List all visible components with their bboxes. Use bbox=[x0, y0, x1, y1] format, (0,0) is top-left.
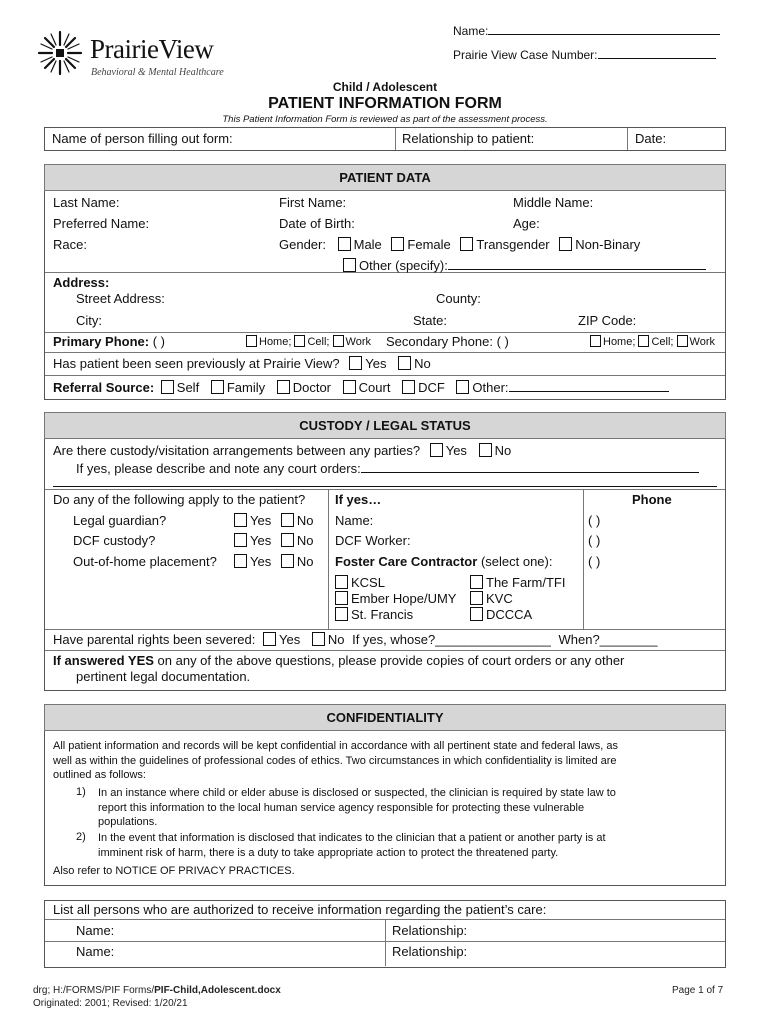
case-number-line[interactable] bbox=[598, 46, 716, 59]
secondary-phone-group bbox=[386, 334, 509, 349]
footer-path bbox=[33, 985, 281, 996]
female-option: Female bbox=[407, 237, 451, 252]
arrangements-group bbox=[53, 443, 511, 458]
footer-path-prefix: drg; H:/FORMS/PIF Forms/ bbox=[33, 985, 155, 996]
county-label[interactable]: County: bbox=[436, 291, 481, 306]
describe-orders-group bbox=[76, 460, 699, 476]
privacy-practices-note: Also refer to NOTICE OF PRIVACY PRACTICES. bbox=[53, 865, 295, 877]
legal-guardian-no-checkbox[interactable] bbox=[281, 513, 294, 527]
non-binary-checkbox[interactable] bbox=[559, 237, 572, 251]
other-specify-label: Other (specify): bbox=[359, 258, 448, 273]
race-label[interactable]: Race: bbox=[53, 237, 87, 252]
item-1-line-2: report this information to the local human service agency responsible for protecting these vulnerable bbox=[98, 801, 585, 814]
rights-severed-group bbox=[53, 632, 658, 647]
item-2-text bbox=[98, 831, 606, 860]
female-checkbox[interactable] bbox=[391, 237, 404, 251]
referral-family-checkbox[interactable] bbox=[211, 380, 224, 394]
dcf-custody-options bbox=[234, 533, 313, 548]
the-farm-checkbox[interactable] bbox=[470, 575, 483, 589]
ember-hope-checkbox[interactable] bbox=[335, 591, 348, 605]
primary-phone-area[interactable]: ( ) bbox=[152, 334, 165, 349]
contractor-kcsl bbox=[335, 575, 385, 590]
dccca-label: DCCCA bbox=[486, 607, 533, 622]
referral-source-group bbox=[53, 379, 669, 395]
confidentiality-line-3: outlined as follows: bbox=[53, 769, 146, 781]
name-line[interactable] bbox=[488, 22, 720, 35]
referral-self-label: Self bbox=[176, 380, 200, 395]
the-farm-label: The Farm/TFI bbox=[486, 575, 566, 590]
last-name-label[interactable]: Last Name: bbox=[53, 195, 120, 210]
foster-contractor-label: Foster Care Contractor bbox=[335, 554, 478, 569]
dcf-custody-label: DCF custody? bbox=[73, 533, 156, 548]
secondary-work-label: Work bbox=[689, 336, 716, 348]
form-note: This Patient Information Form is reviewed as part of the assessment process. bbox=[222, 114, 548, 125]
referral-dcf-label: DCF bbox=[418, 380, 445, 395]
referral-other-line[interactable] bbox=[509, 379, 669, 392]
referral-court-label: Court bbox=[358, 380, 391, 395]
describe-orders-line[interactable] bbox=[361, 460, 699, 473]
primary-phone-types bbox=[246, 335, 371, 348]
non-binary-option: Non-Binary bbox=[575, 237, 641, 252]
kvc-label: KVC bbox=[486, 591, 513, 606]
out-of-home-label: Out-of-home placement? bbox=[73, 554, 217, 569]
street-address-label[interactable]: Street Address: bbox=[76, 291, 165, 306]
secondary-home-label: Home; bbox=[603, 336, 636, 348]
guardian-name-label[interactable]: Name: bbox=[335, 513, 374, 528]
if-yes-whose-field[interactable]: If yes, whose?________________ bbox=[352, 632, 551, 647]
case-number-field[interactable] bbox=[453, 46, 716, 62]
primary-phone-label: Primary Phone: bbox=[53, 334, 150, 349]
referral-doctor-label: Doctor bbox=[292, 380, 332, 395]
authorized-name-2[interactable]: Name: bbox=[76, 944, 115, 959]
case-number-label: Prairie View Case Number: bbox=[453, 48, 598, 62]
contractor-st-francis bbox=[335, 607, 413, 622]
seen-no-checkbox[interactable] bbox=[398, 356, 411, 370]
secondary-phone-types bbox=[590, 335, 715, 348]
dob-label[interactable]: Date of Birth: bbox=[279, 216, 355, 231]
referral-court-checkbox[interactable] bbox=[343, 380, 356, 394]
person-filling-label[interactable]: Name of person filling out form: bbox=[52, 131, 233, 146]
contractor-ember-hope bbox=[335, 591, 456, 606]
secondary-home-checkbox[interactable] bbox=[590, 335, 601, 347]
form-subtitle: Child / Adolescent bbox=[332, 80, 438, 94]
if-yes-heading: If yes… bbox=[335, 492, 382, 507]
transgender-checkbox[interactable] bbox=[460, 237, 473, 251]
primary-work-checkbox[interactable] bbox=[333, 335, 344, 347]
footer-originated: Originated: 2001; Revised: 1/20/21 bbox=[33, 998, 188, 1009]
out-of-home-no-label: No bbox=[296, 554, 314, 569]
arrangements-yes-checkbox[interactable] bbox=[430, 443, 443, 457]
primary-home-label: Home; bbox=[259, 336, 292, 348]
seen-no-label: No bbox=[414, 356, 431, 371]
transgender-option: Transgender bbox=[476, 237, 550, 252]
name-field[interactable] bbox=[453, 22, 720, 38]
referral-other-checkbox[interactable] bbox=[456, 380, 469, 394]
dcf-worker-phone[interactable]: ( ) bbox=[588, 533, 601, 548]
primary-phone-group bbox=[53, 334, 165, 349]
out-of-home-options bbox=[234, 554, 313, 569]
contractor-phone[interactable]: ( ) bbox=[588, 554, 601, 569]
middle-name-label[interactable]: Middle Name: bbox=[513, 195, 594, 210]
referral-source-label: Referral Source: bbox=[53, 380, 155, 395]
seen-previously-group bbox=[53, 356, 431, 371]
seen-previously-label: Has patient been seen previously at Prairie View? bbox=[53, 356, 340, 371]
legal-guardian-no-label: No bbox=[296, 513, 314, 528]
footer-file-name: PIF-Child,Adolescent.docx bbox=[154, 985, 281, 996]
primary-cell-checkbox[interactable] bbox=[294, 335, 305, 347]
confidentiality-heading: CONFIDENTIALITY bbox=[44, 704, 726, 731]
arrangements-question: Are there custody/visitation arrangements between any parties? bbox=[53, 443, 421, 458]
relationship-label[interactable]: Relationship to patient: bbox=[402, 131, 535, 146]
authorized-name-1[interactable]: Name: bbox=[76, 923, 115, 938]
form-title: PATIENT INFORMATION FORM bbox=[268, 95, 502, 112]
out-of-home-no-checkbox[interactable] bbox=[281, 554, 294, 568]
rights-yes-checkbox[interactable] bbox=[263, 632, 276, 646]
referral-dcf-checkbox[interactable] bbox=[402, 380, 415, 394]
secondary-work-checkbox[interactable] bbox=[677, 335, 688, 347]
item-1-line-1: In an instance where child or elder abuse is disclosed or suspected, the clinician is required by state law to bbox=[98, 787, 616, 799]
seen-yes-label: Yes bbox=[365, 356, 387, 371]
rights-yes-label: Yes bbox=[278, 632, 301, 647]
other-gender-checkbox[interactable] bbox=[343, 258, 356, 272]
rights-no-label: No bbox=[327, 632, 345, 647]
item-1-number: 1) bbox=[76, 786, 86, 798]
rights-severed-label: Have parental rights been severed: bbox=[53, 632, 256, 647]
legal-guardian-label: Legal guardian? bbox=[73, 513, 167, 528]
secondary-phone-area[interactable]: ( ) bbox=[496, 334, 509, 349]
other-specify-line[interactable] bbox=[448, 257, 706, 270]
dcf-custody-no-label: No bbox=[296, 533, 314, 548]
dccca-checkbox[interactable] bbox=[470, 607, 483, 621]
arrangements-yes-label: Yes bbox=[445, 443, 467, 458]
phone-heading: Phone bbox=[632, 492, 672, 507]
confidentiality-paragraph bbox=[53, 739, 618, 783]
authorized-relationship-1[interactable]: Relationship: bbox=[392, 923, 468, 938]
court-orders-note-line-2: pertinent legal documentation. bbox=[76, 669, 251, 684]
dcf-worker-label[interactable]: DCF Worker: bbox=[335, 533, 411, 548]
seen-yes-checkbox[interactable] bbox=[349, 356, 362, 370]
male-checkbox[interactable] bbox=[338, 237, 351, 251]
confidentiality-line-2: well as within the guidelines of professional codes of ethics. Two circumstances in which confidentiality is limited are bbox=[53, 754, 617, 767]
describe-orders-line-2[interactable] bbox=[53, 486, 717, 487]
primary-work-label: Work bbox=[345, 336, 372, 348]
primary-cell-label: Cell; bbox=[307, 336, 330, 348]
state-label[interactable]: State: bbox=[413, 313, 447, 328]
if-answered-yes-text: on any of the above questions, please provide copies of court orders or any other bbox=[153, 653, 625, 668]
secondary-cell-label: Cell; bbox=[651, 336, 674, 348]
contractor-kvc bbox=[470, 591, 513, 606]
logo-tagline: Behavioral & Mental Healthcare bbox=[91, 67, 224, 78]
male-option: Male bbox=[353, 237, 382, 252]
foster-contractor-group bbox=[335, 554, 552, 569]
preferred-name-label[interactable]: Preferred Name: bbox=[53, 216, 150, 231]
rights-no-checkbox[interactable] bbox=[312, 632, 325, 646]
authorized-relationship-2[interactable]: Relationship: bbox=[392, 944, 468, 959]
first-name-label[interactable]: First Name: bbox=[279, 195, 347, 210]
contractor-the-farm bbox=[470, 575, 565, 590]
footer-page-number: Page 1 of 7 bbox=[672, 985, 724, 996]
authorized-heading: List all persons who are authorized to receive information regarding the patient’s care: bbox=[53, 902, 547, 917]
legal-guardian-yes-label: Yes bbox=[250, 513, 272, 528]
item-2-line-1: In the event that information is disclosed that indicates to the clinician that a patient or another party is at bbox=[98, 832, 606, 844]
patient-data-heading: PATIENT DATA bbox=[44, 164, 726, 191]
referral-self-checkbox[interactable] bbox=[161, 380, 174, 394]
referral-other-label: Other: bbox=[472, 380, 509, 395]
ember-hope-label: Ember Hope/UMY bbox=[351, 591, 457, 606]
legal-guardian-options bbox=[234, 513, 313, 528]
referral-family-label: Family bbox=[226, 380, 266, 395]
when-field[interactable]: When?________ bbox=[558, 632, 658, 647]
dcf-custody-yes-checkbox[interactable] bbox=[234, 533, 247, 547]
item-1-text bbox=[98, 786, 616, 830]
city-label[interactable]: City: bbox=[76, 313, 102, 328]
kvc-checkbox[interactable] bbox=[470, 591, 483, 605]
contractor-dccca bbox=[470, 607, 532, 622]
dcf-custody-yes-label: Yes bbox=[250, 533, 272, 548]
item-1-line-3: populations. bbox=[98, 816, 158, 828]
secondary-phone-label: Secondary Phone: bbox=[386, 334, 493, 349]
dcf-custody-no-checkbox[interactable] bbox=[281, 533, 294, 547]
referral-doctor-checkbox[interactable] bbox=[277, 380, 290, 394]
arrangements-no-label: No bbox=[494, 443, 512, 458]
confidentiality-line-1: All patient information and records will be kept confidential in accordance with all pertinent state and federal laws, as bbox=[53, 740, 618, 752]
gender-group bbox=[279, 237, 640, 252]
kcsl-label: KCSL bbox=[351, 575, 385, 590]
logo-name: PrairieView bbox=[90, 34, 214, 64]
zip-label[interactable]: ZIP Code: bbox=[578, 313, 637, 328]
kcsl-checkbox[interactable] bbox=[335, 575, 348, 589]
item-2-number: 2) bbox=[76, 831, 86, 843]
st-francis-checkbox[interactable] bbox=[335, 607, 348, 621]
if-answered-yes-bold: If answered YES bbox=[53, 653, 154, 668]
st-francis-label: St. Francis bbox=[351, 607, 414, 622]
gender-label: Gender: bbox=[279, 237, 326, 252]
secondary-cell-checkbox[interactable] bbox=[638, 335, 649, 347]
select-one-label: (select one): bbox=[480, 554, 553, 569]
apply-question: Do any of the following apply to the patient? bbox=[53, 492, 306, 507]
court-orders-note bbox=[53, 653, 624, 668]
arrangements-no-checkbox[interactable] bbox=[479, 443, 492, 457]
address-label: Address: bbox=[53, 275, 110, 290]
primary-home-checkbox[interactable] bbox=[246, 335, 257, 347]
name-label: Name: bbox=[453, 24, 489, 38]
other-gender-group bbox=[343, 257, 706, 273]
starburst-icon bbox=[37, 30, 83, 76]
out-of-home-yes-label: Yes bbox=[250, 554, 272, 569]
guardian-phone[interactable]: ( ) bbox=[588, 513, 601, 528]
out-of-home-yes-checkbox[interactable] bbox=[234, 554, 247, 568]
date-label[interactable]: Date: bbox=[635, 131, 667, 146]
item-2-line-2: imminent risk of harm, there is a duty to take appropriate action to protect the threatened party. bbox=[98, 846, 559, 859]
legal-guardian-yes-checkbox[interactable] bbox=[234, 513, 247, 527]
custody-heading: CUSTODY / LEGAL STATUS bbox=[44, 412, 726, 439]
age-label[interactable]: Age: bbox=[513, 216, 540, 231]
describe-orders-label: If yes, please describe and note any court orders: bbox=[76, 461, 361, 476]
